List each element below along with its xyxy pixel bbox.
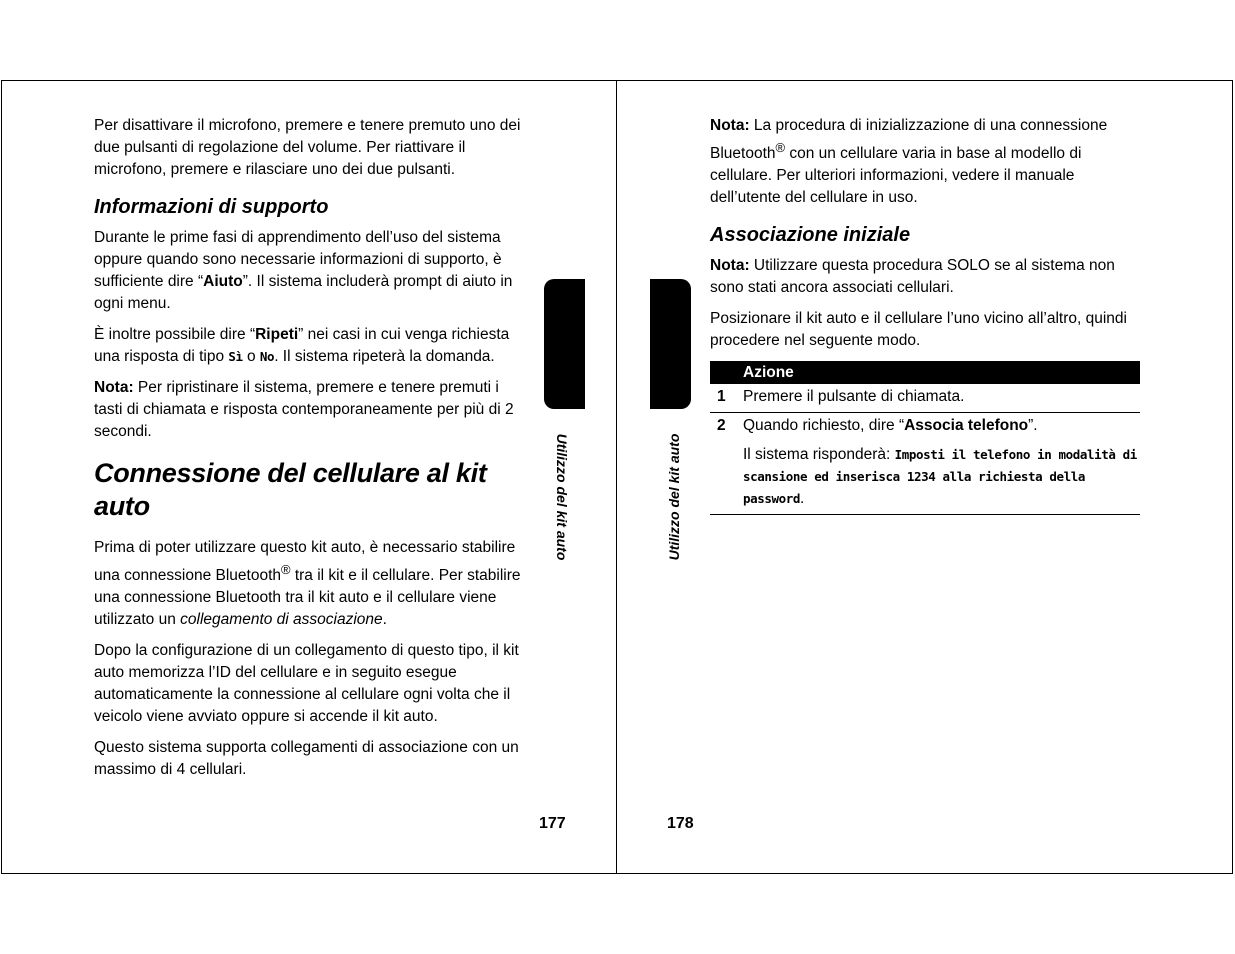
right-page-content (710, 115, 1140, 515)
page-number-left: 177 (539, 815, 566, 832)
pairing-note (710, 255, 1140, 299)
support-paragraph-2 (94, 324, 524, 368)
text-span: . (800, 490, 805, 508)
note-label: Nota: (710, 257, 750, 275)
text-span: . Il sistema ripeterà la domanda. (274, 348, 495, 365)
system-prompt-text: Imposti il telefono in modalità di scansione ed inserisca 1234 alla richiesta della password (743, 447, 1137, 507)
table-row (710, 384, 1140, 413)
support-heading: Informazioni di supporto (94, 196, 329, 218)
command-aiuto: Aiuto (203, 273, 243, 290)
pairing-heading: Associazione iniziale (710, 224, 911, 247)
text-span: La procedura di inizializzazione di una connessione Bluetooth (710, 117, 1108, 163)
text-span: ”. (1028, 417, 1038, 435)
step-instruction (743, 415, 1140, 437)
text-span: ”. Il sistema includerà prompt di aiuto in ogni menu. (94, 273, 513, 312)
connection-paragraph-2: Dopo la configurazione di un collegamento di questo tipo, il kit auto memorizza l’ID del cellulare e in seguito esegue automaticamente la connessione al cellulare ogni volta che il veicolo viene avviato oppure si accende il kit auto. (94, 642, 519, 726)
step-number: 1 (710, 384, 743, 413)
registered-mark: ® (775, 140, 786, 155)
connection-heading: Connessione del cellulare al kit auto (94, 458, 487, 521)
text-span: o (242, 348, 260, 365)
step-text (743, 413, 1140, 515)
mic-instructions: Per disattivare il microfono, premere e tenere premuto uno dei due pulsanti di regolazione del volume. Per riattivare il microfono, premere e rilasciare uno dei due pulsanti. (94, 117, 521, 178)
text-span: Durante le prime fasi di apprendimento dell’uso del sistema oppure quando sono necessarie informazioni di supporto, è sufficiente dire “ (94, 229, 502, 290)
note-text: Per ripristinare il sistema, premere e tenere premuti i tasti di chiamata e risposta contemporaneamente per più di 2 secondi. (94, 379, 514, 440)
page-divider (616, 80, 617, 874)
text-span: tra il kit e il cellulare. Per stabilire una connessione Bluetooth tra il kit auto e il cellulare viene utilizzato un (94, 567, 521, 629)
text-span: È inoltre possibile dire “ (94, 326, 256, 343)
side-label-left: Utilizzo del kit auto (554, 433, 570, 561)
note-label: Nota: (710, 117, 750, 134)
note-text: Utilizzare questa procedura SOLO se al sistema non sono stati ancora associati cellulari. (710, 257, 1115, 297)
command-associa-telefono: Associa telefono (904, 417, 1029, 435)
section-tab-left (544, 279, 585, 409)
command-ripeti: Ripeti (255, 326, 299, 343)
table-header-action: Azione (710, 361, 1140, 384)
left-page-content (94, 115, 524, 790)
position-instructions: Posizionare il kit auto e il cellulare l’uno vicino all’altro, quindi procedere nel seguente modo. (710, 310, 1127, 350)
response-no: No (259, 349, 275, 364)
section-tab-right (650, 279, 691, 409)
table-header-row (710, 361, 1140, 384)
support-paragraph-1 (94, 227, 524, 315)
response-si: Sì (228, 349, 243, 364)
table-row (710, 413, 1140, 515)
term-pairing-link: collegamento di associazione (180, 611, 383, 629)
connection-paragraph-3: Questo sistema supporta collegamenti di associazione con un massimo di 4 cellulari. (94, 739, 519, 779)
registered-mark: ® (281, 562, 291, 577)
text-span: . (382, 611, 387, 629)
system-response (743, 444, 1140, 510)
side-label-right: Utilizzo del kit auto (666, 433, 682, 561)
text-span: Quando richiesto, dire “ (743, 417, 905, 435)
text-span: Prima di poter utilizzare questo kit auto, è necessario stabilire una connessione Bluetooth (94, 539, 516, 585)
step-number: 2 (710, 413, 743, 515)
text-span: ” nei casi in cui venga richiesta una risposta di tipo (94, 326, 510, 365)
reset-note (94, 377, 524, 443)
step-text: Premere il pulsante di chiamata. (743, 384, 1140, 413)
connection-paragraph-1 (94, 537, 524, 631)
note-label: Nota: (94, 379, 134, 396)
text-span: con un cellulare varia in base al modello di cellulare. Per ulteriori informazioni, vedere il manuale dell’utente del cellulare in uso. (710, 145, 1082, 207)
bluetooth-note (710, 115, 1140, 209)
page-number-right: 178 (667, 815, 694, 832)
text-span: Il sistema risponderà: (743, 446, 895, 464)
action-table (710, 361, 1140, 515)
